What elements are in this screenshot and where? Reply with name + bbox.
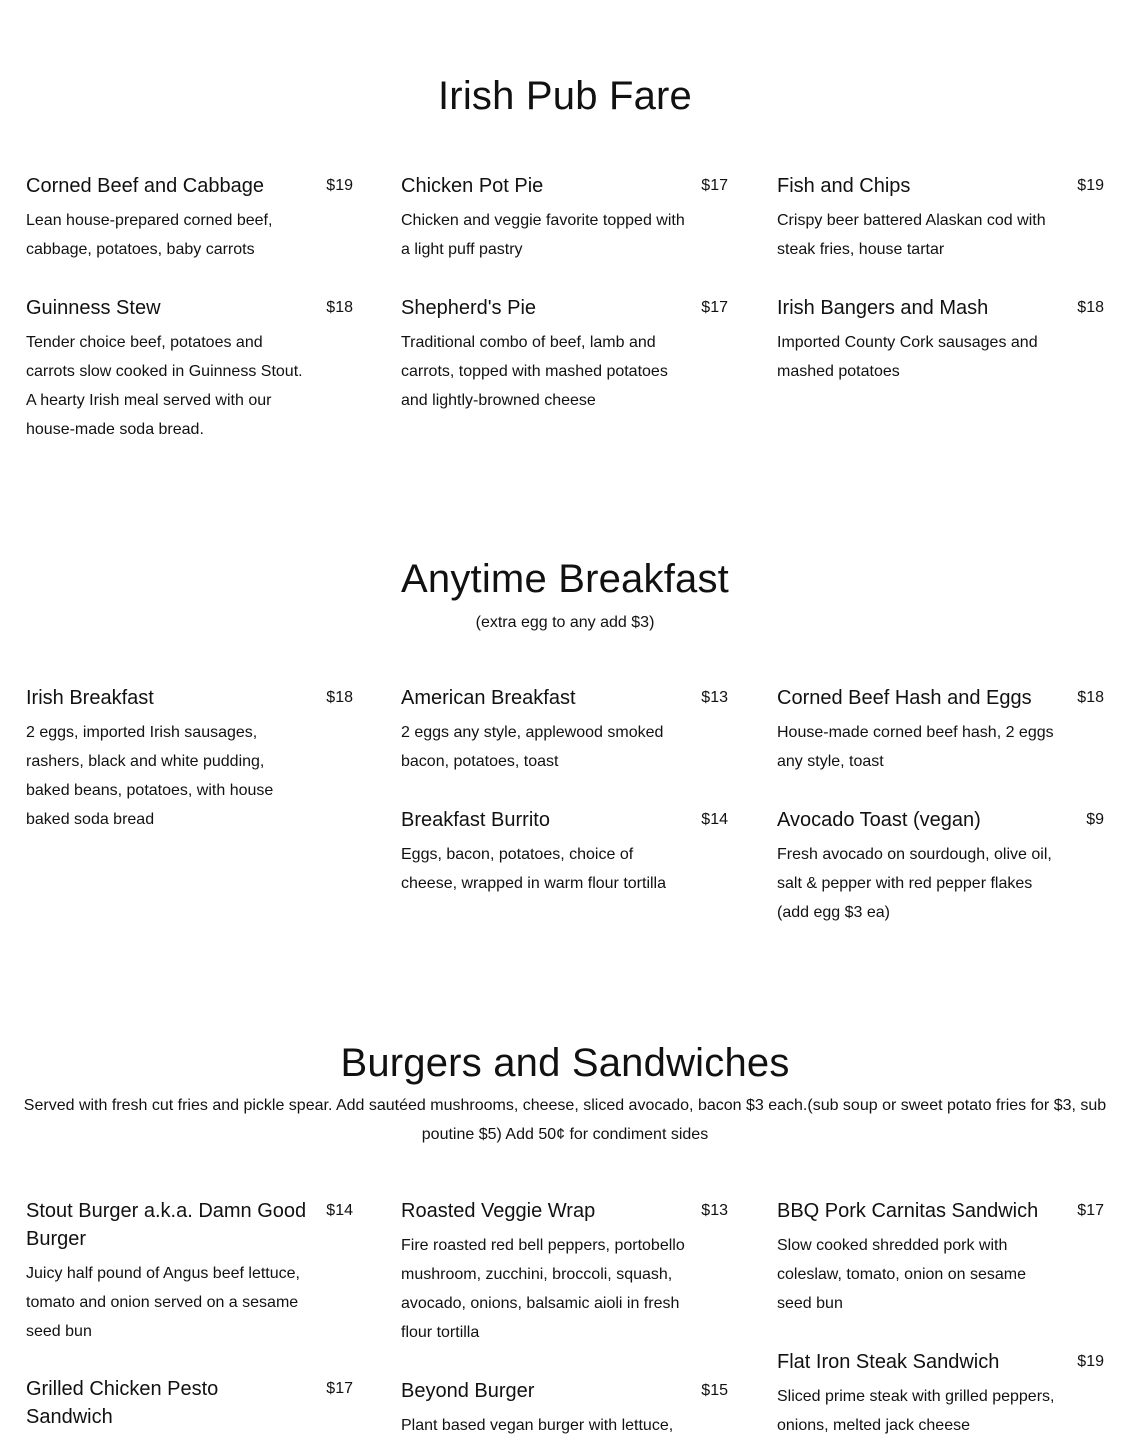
menu-item-description: Slow cooked shredded pork with coleslaw, tomato, onion on sesame seed bun [777,1237,1027,1312]
menu-item [401,172,728,264]
menu-item [777,1348,1104,1440]
menu-item-description: House-made corned beef hash, 2 eggs any style, toast [777,724,1054,770]
menu-item-price: $18 [1077,689,1104,706]
menu-item-price: $17 [701,177,728,194]
menu-item-name: Fish and Chips [777,175,911,197]
menu-item [26,684,353,834]
menu-item [777,1197,1104,1318]
menu-item [401,294,728,415]
menu-item-header [401,294,728,322]
menu-item-price: $15 [701,1382,728,1399]
menu-item-name: Corned Beef Hash and Eggs [777,687,1032,709]
section-title-irish-pub-fare: Irish Pub Fare [437,74,692,118]
menu-item-header [26,1375,353,1431]
section-subtitle: (extra egg to any add $3) [475,614,655,631]
menu-item-description: Sliced prime steak with grilled peppers, onions, melted jack cheese [777,1388,1055,1434]
menu-item-description: Juicy half pound of Angus beef lettuce, tomato and onion served on a sesame seed bun [26,1265,300,1340]
menu-item-name: American Breakfast [401,687,576,709]
menu-item-header [777,172,1104,200]
menu-item-header [26,684,353,712]
menu-item-header [26,1197,353,1253]
menu-item-name: Breakfast Burrito [401,809,550,831]
menu-item-header [401,806,728,834]
menu-item-description: Tender choice beef, potatoes and carrots slow cooked in Guinness Stout. A hearty Irish meal served with our house-made soda bread. [26,334,303,438]
menu-item-description: Traditional combo of beef, lamb and carrots, topped with mashed potatoes and lightly-browned cheese [401,334,668,409]
menu-item [26,1375,353,1431]
menu-item-name: BBQ Pork Carnitas Sandwich [777,1200,1039,1222]
menu-item-header [26,294,353,322]
menu-item-description: Imported County Cork sausages and mashed potatoes [777,334,1038,380]
menu-item-header [777,806,1104,834]
menu-item-price: $13 [701,1202,728,1219]
menu-item-header [401,172,728,200]
menu-item-header [401,684,728,712]
menu-item-price: $14 [326,1202,353,1219]
menu-item-name: Shepherd's Pie [401,297,537,319]
menu-item-price: $18 [1077,299,1104,316]
menu-item [777,172,1104,264]
menu-item-name: Irish Bangers and Mash [777,297,989,319]
menu-item-price: $13 [701,689,728,706]
menu-item-description: Fire roasted red bell peppers, portobello mushroom, zucchini, broccoli, squash, avocado, onions, balsamic aioli in fresh flour tortilla [401,1237,685,1341]
section-subtitle: Served with fresh cut fries and pickle spear. Add sautéed mushrooms, cheese, sliced avocado, bacon $3 each.(sub soup or sweet potato fries for $3, sub poutine $5) Add 50¢ for condiment sides [23,1097,1107,1143]
menu-item-price: $17 [701,299,728,316]
menu-item-header [26,172,353,200]
menu-item-price: $19 [1077,1353,1104,1370]
menu-item-name: Chicken Pot Pie [401,175,544,197]
menu-item-price: $18 [326,689,353,706]
menu-item-header [777,294,1104,322]
menu-item [26,294,353,444]
menu-item-name: Grilled Chicken Pesto Sandwich [26,1378,219,1428]
menu-item-name: Avocado Toast (vegan) [777,809,981,831]
menu-item-description: Plant based vegan burger with lettuce, [401,1417,674,1434]
menu-item [777,806,1104,927]
menu-item-name: Roasted Veggie Wrap [401,1200,596,1222]
menu-item-name: Stout Burger a.k.a. Damn Good Burger [26,1200,307,1250]
menu-item-header [401,1377,728,1405]
menu-item [777,294,1104,386]
section-title-burgers-and-sandwiches: Burgers and Sandwiches [340,1041,790,1085]
menu-item-name: Guinness Stew [26,297,161,319]
menu-item-description: 2 eggs any style, applewood smoked bacon, potatoes, toast [401,724,664,770]
menu-item [401,806,728,898]
menu-item [401,1197,728,1347]
menu-item [26,1197,353,1346]
menu-item-price: $17 [1077,1202,1104,1219]
menu-item-price: $19 [326,177,353,194]
menu-item-price: $17 [326,1380,353,1397]
menu-item-description: Fresh avocado on sourdough, olive oil, salt & pepper with red pepper flakes (add egg $3 ea) [777,846,1052,921]
menu-item-description: Chicken and veggie favorite topped with a light puff pastry [401,212,685,258]
menu-item-description: Eggs, bacon, potatoes, choice of cheese, wrapped in warm flour tortilla [401,846,667,892]
menu-item [401,684,728,776]
menu-item-description: Lean house-prepared corned beef, cabbage, potatoes, baby carrots [26,212,273,258]
menu-item-price: $18 [326,299,353,316]
menu-item-header [401,1197,728,1225]
menu-item-price: $19 [1077,177,1104,194]
menu-item [777,684,1104,776]
menu-item-name: Corned Beef and Cabbage [26,175,264,197]
menu-item-description: 2 eggs, imported Irish sausages, rashers, black and white pudding, baked beans, potatoes, with house baked soda bread [26,724,274,828]
menu-item [401,1377,728,1440]
menu-item-header [777,1348,1104,1376]
menu-item-description: Crispy beer battered Alaskan cod with steak fries, house tartar [777,212,1046,258]
menu-item-price: $9 [1086,811,1104,828]
menu-item-name: Irish Breakfast [26,687,154,709]
menu-item-price: $14 [701,811,728,828]
menu-item-header [777,684,1104,712]
menu-item [26,172,353,264]
section-title-anytime-breakfast: Anytime Breakfast [401,557,729,601]
menu-item-header [777,1197,1104,1225]
menu-item-name: Beyond Burger [401,1380,535,1402]
menu-item-name: Flat Iron Steak Sandwich [777,1351,1000,1373]
